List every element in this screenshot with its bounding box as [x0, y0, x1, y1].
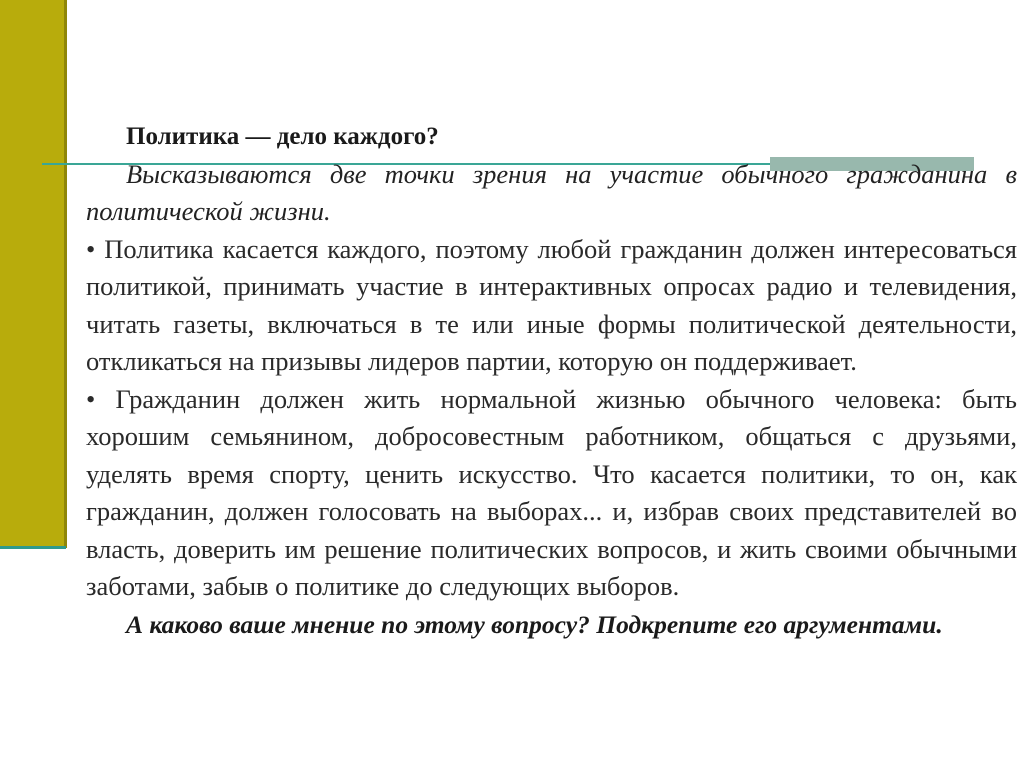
- decorative-left-bar-edge: [64, 0, 67, 548]
- bullet-point-2: • Гражданин должен жить нормальной жизнью обычного человека: быть хорошим семьянином, добросовестным работником, общаться с друзьями, уделять время спорту, ценить искусство. Что касается политики, то он, как гражданин, должен голосовать на выборах... и, избрав своих представителей во власть, доверить им решение политических вопросов, и жить своими обычными заботами, забыв о политике до следующих выборов.: [86, 383, 1017, 601]
- decorative-left-bar: [0, 0, 64, 548]
- slide-intro: Высказываются две точки зрения на участие обычного гражданина в политической жизни.: [86, 158, 1017, 226]
- decorative-left-underline: [0, 546, 66, 549]
- slide-title: Политика — дело каждого?: [126, 123, 439, 150]
- bullet-point-1: • Политика касается каждого, поэтому любой гражданин должен интересоваться политикой, принимать участие в интерактивных опросах радио и телевидения, читать газеты, включаться в те или иные формы политической деятельности, откликаться на призывы лидеров партии, которую он поддерживает.: [86, 233, 1017, 376]
- closing-question: А каково ваше мнение по этому вопросу? Подкрепите его аргументами.: [126, 609, 943, 639]
- slide-content: [86, 118, 1017, 643]
